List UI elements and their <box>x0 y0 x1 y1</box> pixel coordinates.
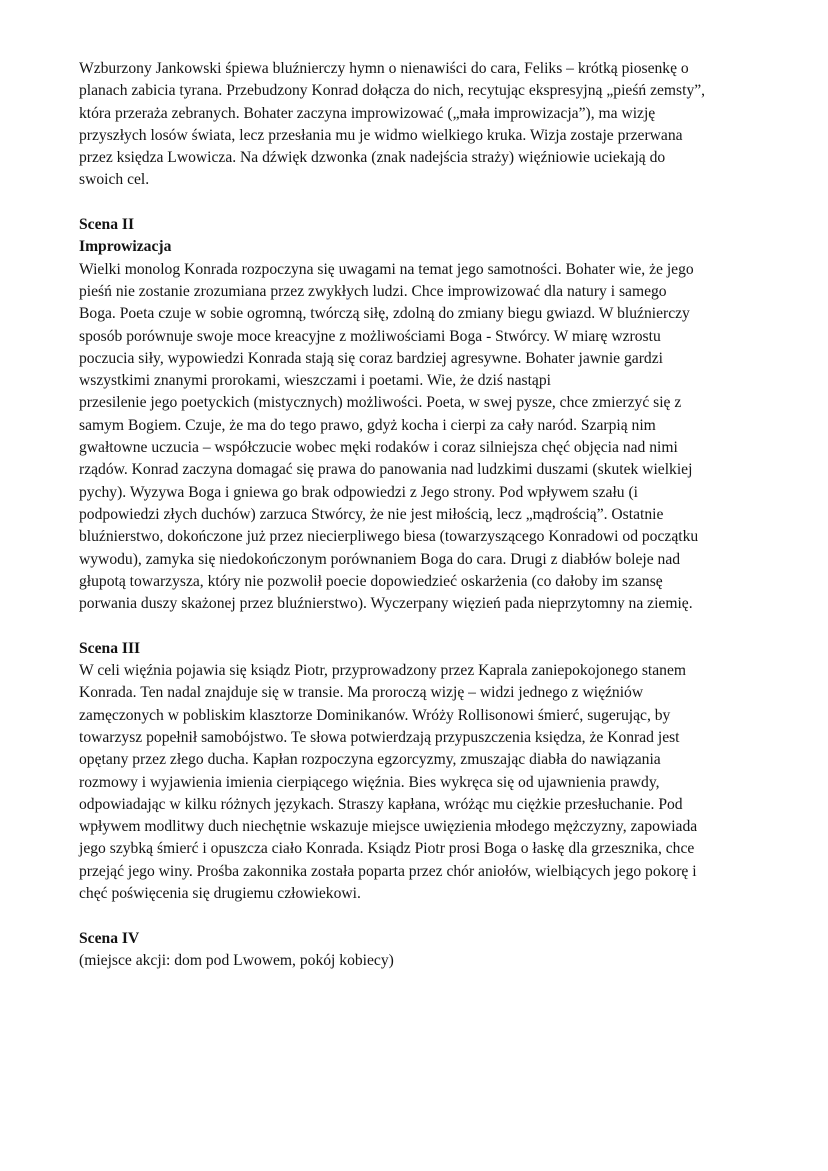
scene-2-section <box>79 214 769 615</box>
text-line: gwałtowne uczucia – współczucie wobec męki rodaków i coraz silniejsza chęć objęcia nad nimi <box>79 439 678 457</box>
text-line: W celi więźnia pojawia się ksiądz Piotr, przyprowadzony przez Kaprala zaniepokojonego stanem <box>79 662 687 680</box>
scene-2-subheading: Improwizacja <box>79 238 172 256</box>
text-line: przez księdza Lwowicza. Na dźwięk dzwonka (znak nadejścia straży) więźniowie uciekają do <box>79 149 666 167</box>
text-line: samym Bogiem. Czuje, że ma do tego prawo, gdyż kocha i cierpi za cały naród. Szarpią nim <box>79 416 656 434</box>
text-line: zamęczonych w pobliskim klasztorze Dominikanów. Wróży Rollisonowi śmierć, sugerując, by <box>79 706 671 724</box>
text-line: odpowiadając w kilku różnych językach. Straszy kapłana, wróżąc mu ciężkie przesłuchanie. Pod <box>79 795 683 813</box>
text-line: podpowiedzi złych duchów) zarzuca Stwórcy, że nie jest miłością, lecz „mądrością”. Ostatnie <box>79 505 664 523</box>
text-line: wywodu), zamyka się niedokończonym porównaniem Boga do cara. Drugi z diabłów boleje nad <box>79 550 681 568</box>
scene-3-heading: Scena III <box>79 639 141 657</box>
scene-3-section <box>79 638 769 906</box>
text-line: porwania duszy skażonej przez bluźnierstwo). Wyczerpany więzień pada nieprzytomny na ziemię. <box>79 595 693 613</box>
text-line: Wielki monolog Konrada rozpoczyna się uwagami na temat jego samotności. Bohater wie, że jego <box>79 260 694 278</box>
paragraph-gap <box>79 192 769 214</box>
text-line: Boga. Poeta czuje w sobie ogromną, twórczą siłę, zdolną do zmiany biegu gwiazd. W bluźnierczy <box>79 305 690 323</box>
text-line: planach zabicia tyrana. Przebudzony Konrad dołącza do nich, recytując ekspresyjną „pieśń zemsty”, <box>79 82 706 100</box>
text-line: wszystkimi znanymi prorokami, wieszczami i poetami. Wie, że dziś nastąpi <box>79 372 551 390</box>
text-line: przesilenie jego poetyckich (mistycznych) możliwości. Poeta, w swej pysze, chce zmierzyć się z <box>79 394 682 412</box>
text-line: jego szybką śmierć i opuszcza ciało Konrada. Ksiądz Piotr prosi Boga o łaskę dla grzesznika, chce <box>79 840 695 858</box>
scene-4-heading: Scena IV <box>79 929 140 947</box>
text-line: bluźnierstwo, dokończone już przez niecierpliwego biesa (towarzyszącego Konradowi od początku <box>79 528 699 546</box>
text-line: rządów. Konrad zaczyna domagać się prawa do panowania nad ludzkimi duszami (skutek wielkiej <box>79 461 693 479</box>
text-line: Wzburzony Jankowski śpiewa bluźnierczy hymn o nienawiści do cara, Feliks – krótką piosenkę o <box>79 60 689 77</box>
scene-2-heading: Scena II <box>79 216 135 234</box>
text-line: chęć poświęcenia się drugiemu człowiekowi. <box>79 884 361 902</box>
text-line: przyszłych losów świata, lecz przesłania mu je widmo wielkiego kruka. Wizja zostaje przerwana <box>79 126 683 144</box>
text-line: Konrada. Ten nadal znajduje się w transie. Ma proroczą wizję – widzi jednego z więźniów <box>79 684 644 702</box>
text-line: pychy). Wyzywa Boga i gniewa go brak odpowiedzi z Jego strony. Pod wpływem szału (i <box>79 483 639 501</box>
text-line: która przeraża zebranych. Bohater zaczyna improwizować („mała improwizacja”), ma wizję <box>79 104 656 122</box>
text-line: poczucia siły, wypowiedzi Konrada stają się coraz bardziej agresywne. Bohater jawnie gardzi <box>79 349 663 367</box>
text-line: swoich cel. <box>79 171 150 189</box>
intro-paragraph <box>79 58 769 192</box>
paragraph-gap <box>79 905 769 927</box>
text-line: opętany przez złego ducha. Kapłan rozpoczyna egzorcyzmy, zmuszając diabła do nawiązania <box>79 751 661 769</box>
text-line: przejąć jego winy. Prośba zakonnika została poparta przez chór aniołów, wielbiących jego pokorę i <box>79 862 697 880</box>
document-page <box>79 58 769 972</box>
text-line: (miejsce akcji: dom pod Lwowem, pokój kobiecy) <box>79 951 394 969</box>
text-line: wpływem modlitwy duch niechętnie wskazuje miejsce uwięzienia młodego mężczyzny, zapowiada <box>79 818 698 836</box>
text-line: towarzysz popełnił samobójstwo. Te słowa potwierdzają przypuszczenia księdza, że Konrad jest <box>79 728 680 746</box>
paragraph-gap <box>79 615 769 637</box>
text-line: sposób porównuje swoje moce kreacyjne z możliwościami Boga - Stwórcy. W miarę wzrostu <box>79 327 661 345</box>
text-line: głupotą towarzysza, który nie pozwolił poecie dopowiedzieć oskarżenia (co dałoby im szansę <box>79 572 663 590</box>
text-line: rozmowy i wyjawienia imienia cierpiącego więźnia. Bies wykręca się od ujawnienia prawdy, <box>79 773 660 791</box>
scene-4-section <box>79 928 769 973</box>
text-line: pieśń nie zostanie zrozumiana przez zwykłych ludzi. Chce improwizować dla natury i samego <box>79 282 667 300</box>
